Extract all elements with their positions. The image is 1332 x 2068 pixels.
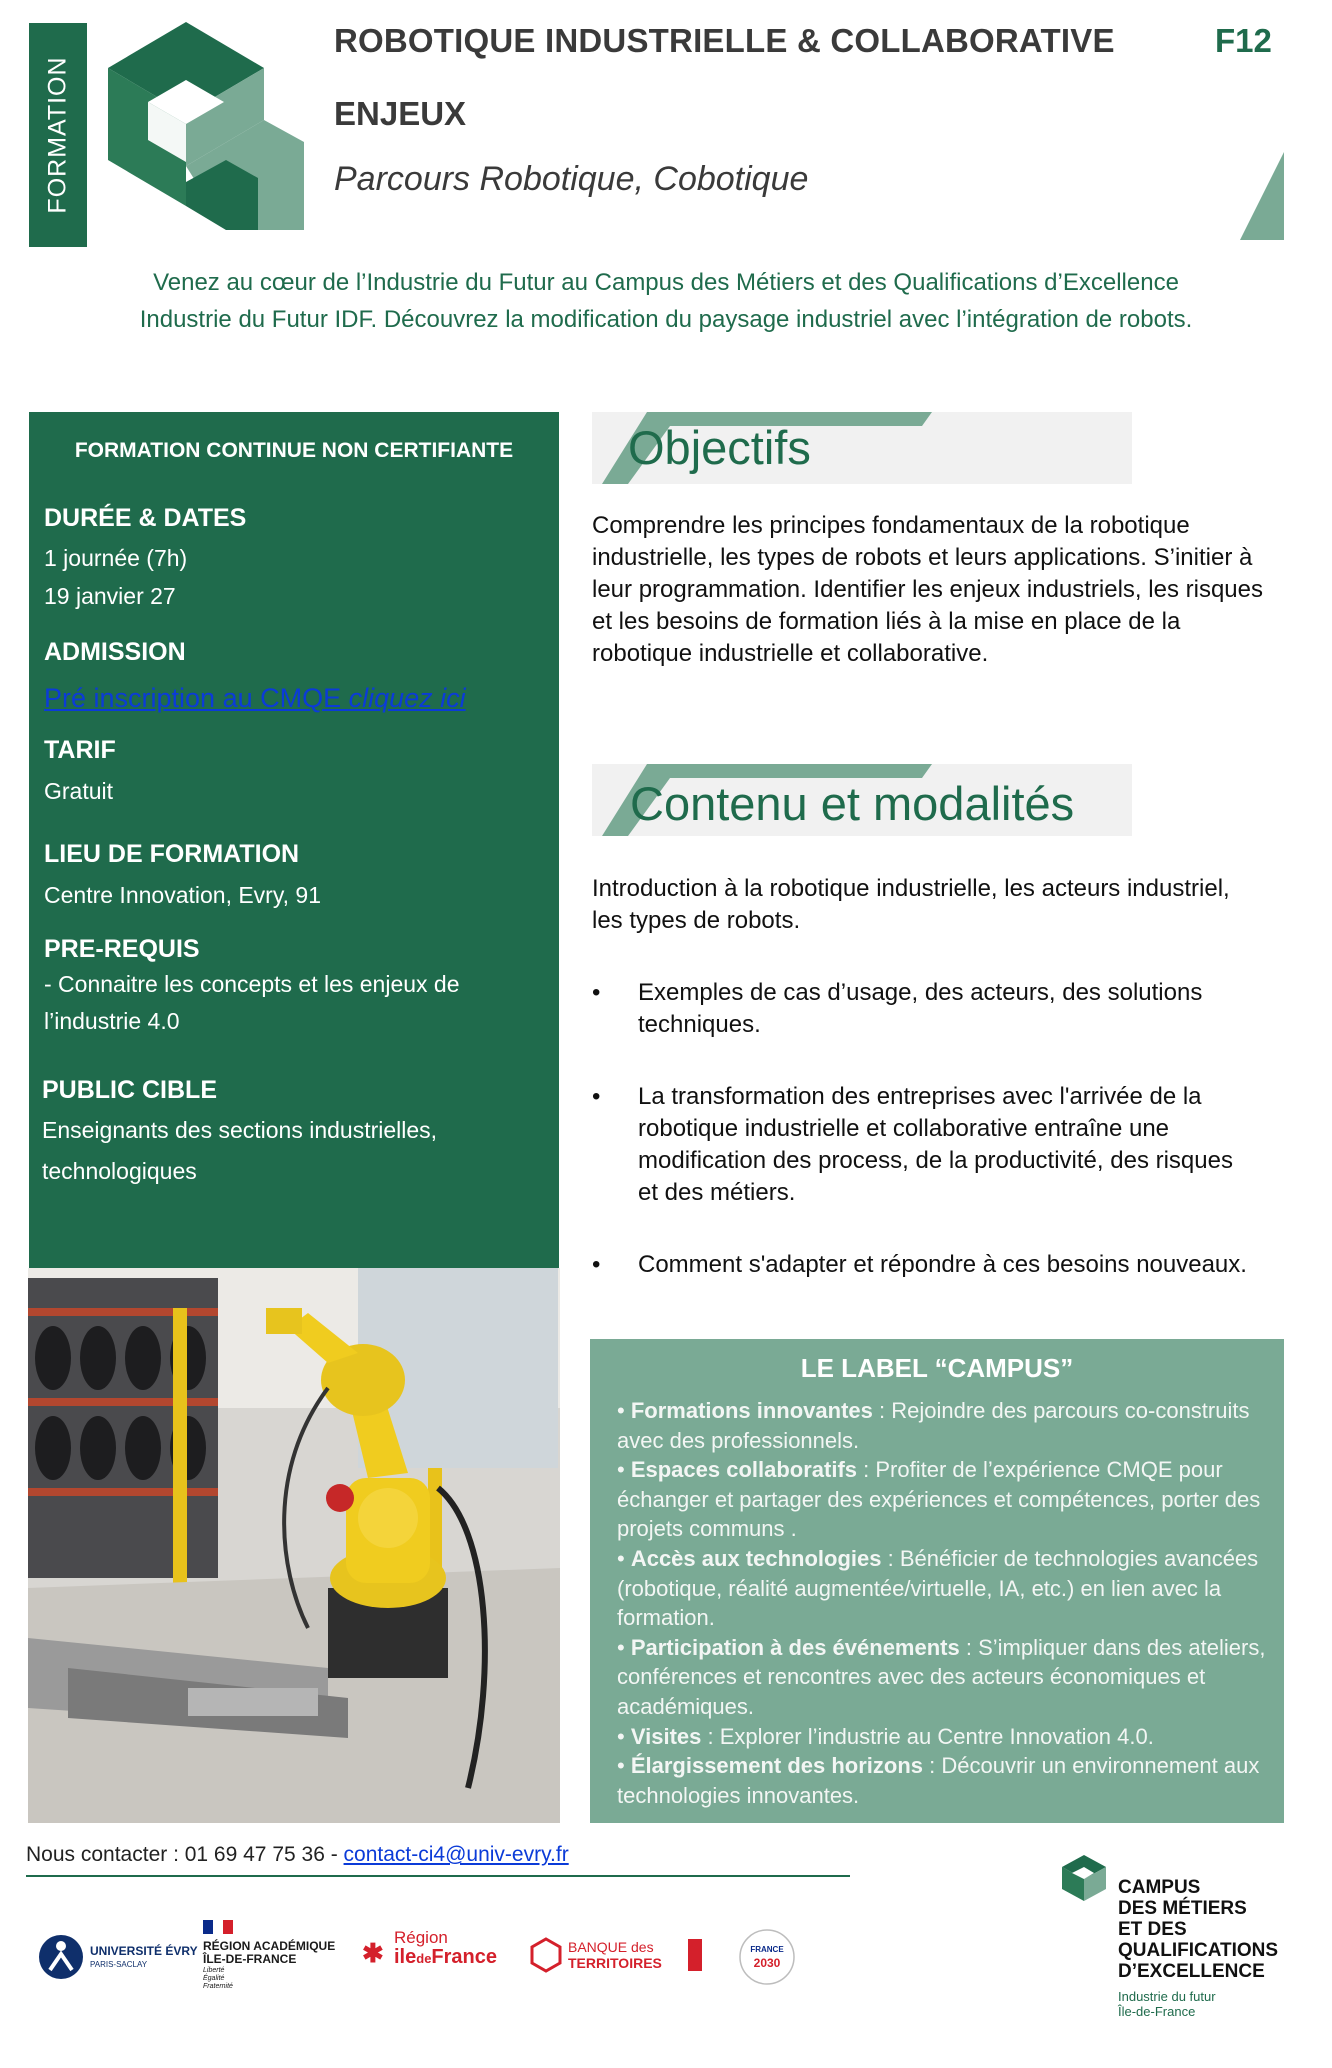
- motto-liberte: Liberté: [203, 1967, 225, 1974]
- contenu-bullet: [592, 1249, 1282, 1319]
- contact-phone: Nous contacter : 01 69 47 75 36 -: [26, 1843, 344, 1866]
- region-academique-logo: [203, 1920, 353, 1990]
- contact-line: [26, 1843, 569, 1867]
- banque-red-block: [688, 1939, 702, 1971]
- item-text: : S’impliquer dans des ateliers, conférences et rencontres avec des acteurs économiques et académiques.: [617, 1634, 1266, 1719]
- campus-label-item: • Formations innovantes : Rejoindre des parcours co-construits avec des professionnels.: [617, 1398, 1250, 1453]
- formation-side-label: [29, 23, 87, 247]
- item-title: Formations innovantes: [630, 1398, 873, 1423]
- item-text: : Explorer l’industrie au Centre Innovation 4.0.: [701, 1723, 1154, 1749]
- campus-logo-text: [1118, 1877, 1278, 1982]
- campus-label-box: [590, 1339, 1284, 1823]
- bullet-text: Exemples de cas d’usage, des acteurs, des solutions techniques.: [638, 979, 1203, 1038]
- prerequis-line-1: - Connaitre les concepts et les enjeux de: [44, 971, 460, 997]
- objectifs-text: Comprendre les principes fondamentaux de la robotique industrielle, les types de robots et leurs applications. S’initier à leur programmation. Identifier les enjeux industriels, les risques et les besoins de formation liés à la mise en place de la robotique industrielle et collaborative.: [592, 512, 1263, 667]
- univ-evry-line-2: PARIS-SACLAY: [90, 1960, 148, 1969]
- contenu-heading: Contenu et modalités: [630, 777, 1075, 830]
- item-text: : Découvrir un environnement aux technologies innovantes.: [617, 1753, 1260, 1808]
- tarif-heading: TARIF: [44, 736, 116, 764]
- admission-link-text: Pré inscription au CMQE: [44, 683, 349, 713]
- duree-value: 1 journée (7h): [44, 545, 188, 571]
- admission-link-wrap: [44, 683, 466, 714]
- france-2030-top: FRANCE: [750, 1945, 784, 1954]
- campus-line-4: QUALIFICATIONS: [1118, 1940, 1279, 1961]
- duree-heading: DURÉE & DATES: [44, 504, 247, 532]
- footer-divider: [26, 1875, 850, 1877]
- bullet-symbol: •: [592, 1251, 601, 1278]
- item-text: : Profiter de l’expérience CMQE pour échanger et partager des expériences et compétences, porter des projets communs .: [617, 1457, 1261, 1542]
- lieu-value: Centre Innovation, Evry, 91: [44, 882, 321, 908]
- france-2030-bottom: 2030: [753, 1956, 781, 1970]
- region-acad-line-1: RÉGION ACADÉMIQUE: [203, 1939, 336, 1953]
- univ-evry-icon: [38, 1934, 84, 1980]
- france-2030-logo: [738, 1928, 798, 1986]
- intro-text: [40, 264, 1292, 338]
- objectifs-header: [592, 412, 1132, 484]
- region-idf-star-icon: ✱: [362, 1938, 384, 1968]
- item-text: : Rejoindre des parcours co-construits avec des professionnels.: [617, 1398, 1250, 1453]
- corner-triangle-decoration: [1240, 152, 1284, 240]
- intro-line-2: Industrie du Futur IDF. Découvrez la modification du paysage industriel avec l’intégration de robots.: [139, 306, 1193, 333]
- public-line-1: Enseignants des sections industrielles,: [42, 1117, 438, 1143]
- intro-line-1: Venez au cœur de l’Industrie du Futur au Campus des Métiers et des Qualifications d’Excellence: [153, 269, 1179, 296]
- region-idf-line-2: [394, 1946, 497, 1969]
- campus-logo-subtitle: [1118, 1989, 1216, 2019]
- campus-sub-2: Île-de-France: [1118, 2004, 1196, 2019]
- campus-label-list: [617, 1396, 1267, 1810]
- region-acad-motto: [203, 1967, 233, 1991]
- campus-label-item: • Accès aux technologies : Bénéficier de technologies avancées (robotique, réalité augmentée/virtuelle, IA, etc.) en lien avec la formation.: [617, 1545, 1259, 1631]
- banque-line-1: BANQUE des: [568, 1939, 654, 1955]
- course-tagline: Parcours Robotique, Cobotique: [334, 160, 809, 198]
- campus-metiers-logo: [1058, 1853, 1298, 2063]
- admission-link[interactable]: [44, 683, 466, 713]
- bullet-symbol: •: [592, 979, 601, 1006]
- admission-link-italic: cliquez ici: [348, 683, 466, 713]
- region-idf-line-1: Région: [394, 1928, 448, 1947]
- prerequis-line-2: l’industrie 4.0: [44, 1008, 180, 1034]
- tarif-value: Gratuit: [44, 778, 114, 804]
- item-title: Accès aux technologies: [630, 1545, 882, 1571]
- region-idf-logo: [362, 1928, 512, 1978]
- public-line-2: technologiques: [42, 1158, 197, 1184]
- prerequis-heading: PRE-REQUIS: [44, 935, 200, 963]
- lieu-heading: LIEU DE FORMATION: [44, 840, 300, 868]
- campus-sub-1: Industrie du futur: [1118, 1989, 1216, 2004]
- univ-evry-logo: [38, 1934, 198, 1984]
- campus-line-3: ET DES: [1118, 1919, 1187, 1940]
- contact-email-link[interactable]: contact-ci4@univ-evry.fr: [343, 1843, 569, 1866]
- motto-fraternite: Fraternité: [203, 1983, 233, 1990]
- contenu-intro: Introduction à la robotique industrielle, les acteurs industriel, les types de robots.: [592, 875, 1230, 934]
- panel-title: FORMATION CONTINUE NON CERTIFIANTE: [74, 439, 514, 462]
- item-title: Espaces collaboratifs: [630, 1457, 858, 1483]
- public-heading: PUBLIC CIBLE: [42, 1076, 217, 1104]
- item-title: Participation à des événements: [630, 1634, 960, 1660]
- contenu-bullet: [592, 1081, 1282, 1211]
- campus-line-1: CAMPUS: [1118, 1877, 1201, 1898]
- cmqe-logo: [108, 22, 304, 230]
- item-title: Visites: [630, 1723, 702, 1749]
- formation-label: FORMATION: [43, 56, 72, 214]
- region-idf-france: France: [431, 1946, 498, 1968]
- page-subtitle: ENJEUX: [334, 95, 467, 132]
- objectifs-heading: Objectifs: [628, 421, 811, 474]
- bullet-text: La transformation des entreprises avec l'arrivée de la robotique industrielle et collaborative entraîne une modification des process, de la productivité, des risques et des métiers.: [638, 1083, 1233, 1206]
- bullet-text: Comment s'adapter et répondre à ces besoins nouveaux.: [638, 1251, 1247, 1278]
- bullet-symbol: •: [592, 1083, 601, 1110]
- republique-flag-icon: [203, 1920, 233, 1934]
- campus-label-item: • Participation à des événements : S’impliquer dans des ateliers, conférences et rencontres avec des acteurs économiques et académiques.: [617, 1634, 1266, 1719]
- item-text: : Bénéficier de technologies avancées (robotique, réalité augmentée/virtuelle, IA, etc.) en lien avec la formation.: [617, 1545, 1259, 1631]
- admission-heading: ADMISSION: [44, 638, 186, 666]
- campus-label-item: • Espaces collaboratifs : Profiter de l’expérience CMQE pour échanger et partager des expériences et compétences, porter des projets communs .: [617, 1457, 1261, 1542]
- page-title: ROBOTIQUE INDUSTRIELLE & COLLABORATIVE: [334, 22, 1115, 59]
- campus-cube-icon: [1058, 1853, 1114, 1905]
- region-idf-de: de: [416, 1951, 432, 1966]
- item-title: Élargissement des horizons: [630, 1753, 924, 1779]
- campus-label-item: • Élargissement des horizons : Découvrir un environnement aux technologies innovantes.: [617, 1753, 1260, 1808]
- campus-label-item: • Visites : Explorer l’industrie au Centre Innovation 4.0.: [617, 1723, 1154, 1749]
- campus-line-2: DES MÉTIERS: [1118, 1898, 1247, 1919]
- univ-evry-line-1: UNIVERSITÉ ÉVRY: [90, 1944, 198, 1958]
- info-panel: [29, 412, 559, 1268]
- banque-hexagon-icon: [530, 1937, 562, 1973]
- contenu-bullet: [592, 977, 1282, 1047]
- banque-line-2: TERRITOIRES: [568, 1955, 662, 1971]
- course-code: F12: [1215, 22, 1272, 59]
- robot-photo: [28, 1268, 560, 1823]
- region-idf-ile: ile: [394, 1946, 417, 1968]
- contenu-header: [592, 764, 1132, 836]
- campus-line-5: D’EXCELLENCE: [1118, 1961, 1265, 1982]
- dates-value: 19 janvier 27: [44, 583, 176, 609]
- banque-territoires-logo: [530, 1935, 710, 1979]
- region-acad-line-2: ÎLE-DE-FRANCE: [203, 1952, 297, 1966]
- motto-egalite: Égalité: [203, 1975, 225, 1982]
- campus-label-title: LE LABEL “CAMPUS”: [800, 1353, 1074, 1383]
